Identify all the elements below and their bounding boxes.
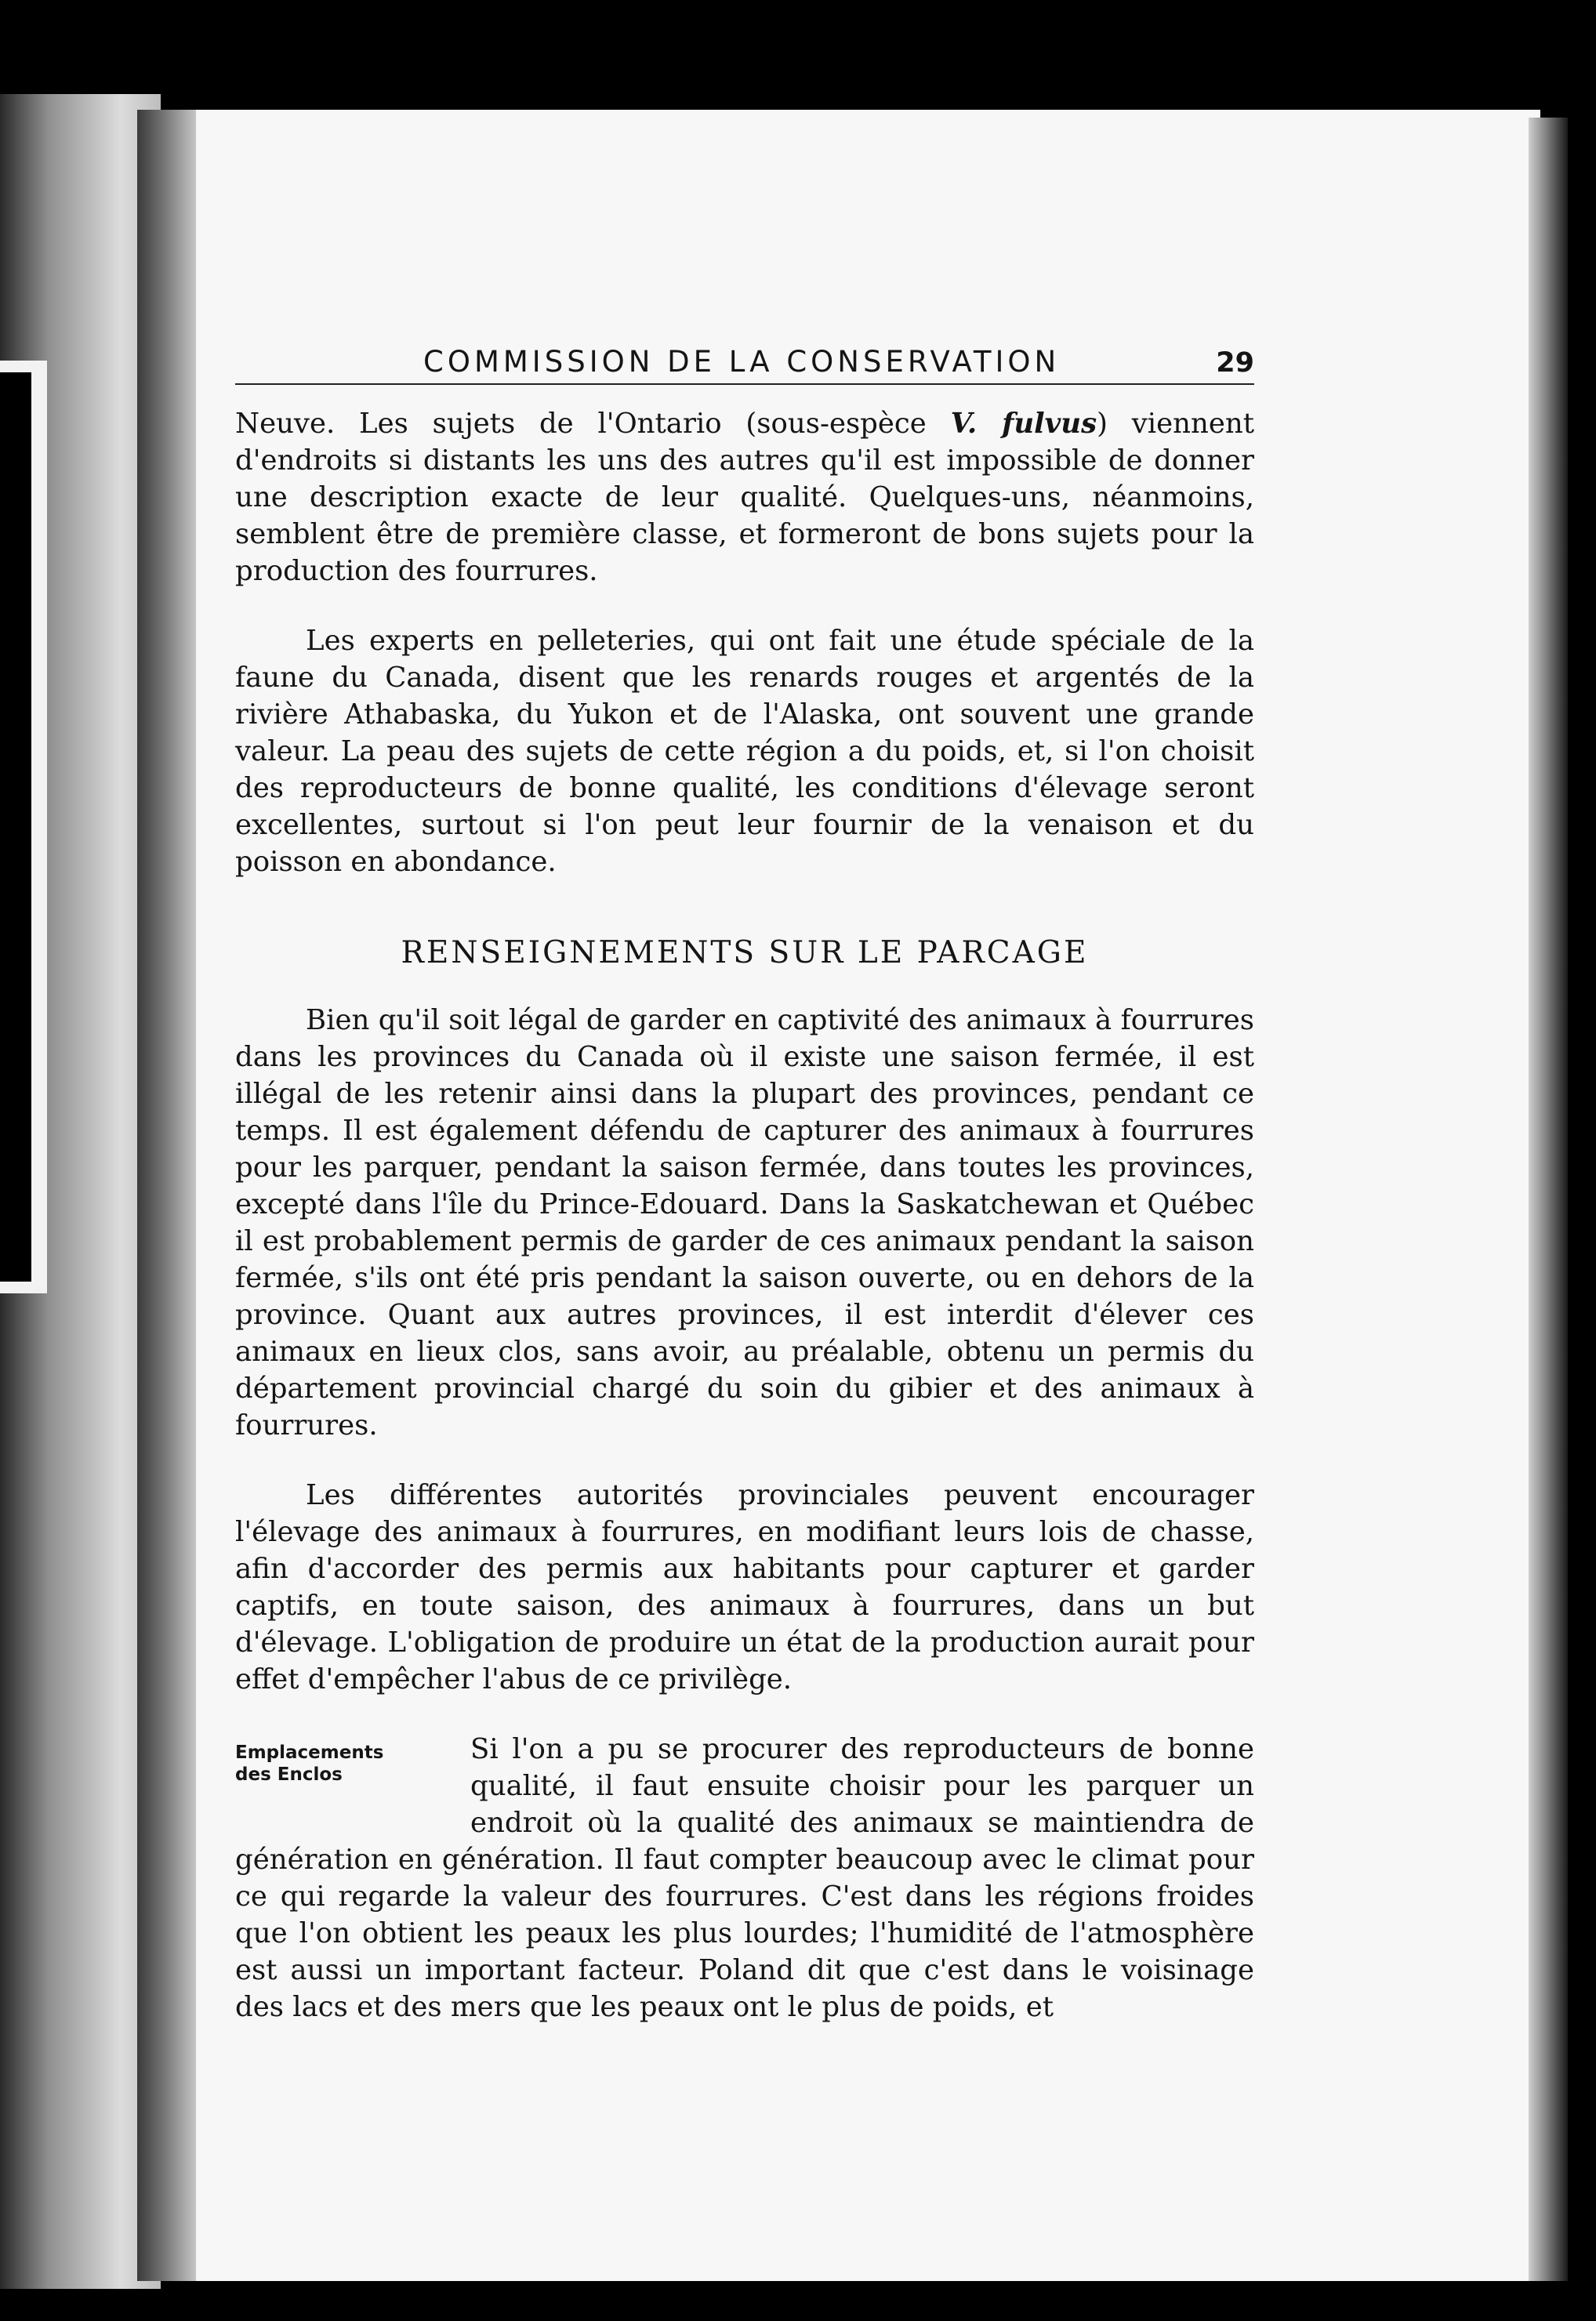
margin-note <box>235 1731 447 1840</box>
margin-note-line-2: des Enclos <box>235 1764 343 1785</box>
margin-note-line-1: Emplacements <box>235 1743 384 1763</box>
page-number: 29 <box>1216 347 1254 379</box>
paragraph-2: Les experts en pelleteries, qui ont fait une étude spéciale de la faune du Canada, disent que les renards rouges et argentés de la rivière Athabaska, du Yukon et de l'Alaska, ont souvent une grande valeur. La peau des sujets de cette région a du poids, et, si l'on choisit des reproducteurs de bonne qualité, les conditions d'élevage seront excellentes, surtout si l'on peut leur fournir de la venaison et du poisson en abondance. <box>235 625 1254 878</box>
paragraph-3: Bien qu'il soit légal de garder en captivité des animaux à fourrures dans les provinces du Canada où il existe une saison fermée, il est illégal de les retenir ainsi dans la plupart des provinces, pendant ce temps. Il est également défendu de capturer des animaux à fourrures pour les parquer, pendant la saison fermée, dans toutes les provinces, excepté dans l'île du Prince-Edouard. Dans la Saskatchewan et Québec il est probablement permis de garder de ces animaux pendant la saison fermée, s'ils ont été pris pendant la saison ouverte, ou en dehors de la province. Quant aux autres provinces, il est interdit d'élever ces animaux en lieux clos, sans avoir, au préalable, obtenu un permis du département provincial chargé du soin du gibier et des animaux à fourrures. <box>235 1004 1254 1442</box>
left-page-dark-block <box>0 372 31 1282</box>
running-head <box>235 345 1254 385</box>
running-title: COMMISSION DE LA CONSERVATION <box>423 345 1061 379</box>
page-content <box>235 345 1254 2025</box>
paragraph-1-end: ) viennent d'endroits si distants les uns des autres qu'il est impossible de donner une description exacte de leur qualité. Quelques-uns, néanmoins, semblent être de première classe, et formeront de bons sujets pour la production des fourrures. <box>235 408 1254 587</box>
paragraph-4: Les différentes autorités provinciales peuvent encourager l'élevage des animaux à fourrures, en modifiant leurs lois de chasse, afin d'accorder des permis aux habitants pour capturer et garder captifs, en toute saison, des animaux à fourrures, dans un but d'élevage. L'obligation de produire un état de la production aurait pour effet d'empêcher l'abus de ce privilège. <box>235 1479 1254 1695</box>
section-heading: RENSEIGNEMENTS SUR LE PARCAGE <box>401 935 1089 970</box>
paragraph-1-start: Neuve. Les sujets de l'Ontario (sous-espèce <box>235 408 951 440</box>
paragraph-5: Si l'on a pu se procurer des reproducteurs de bonne qualité, il faut ensuite choisir pour les parquer un endroit où la qualité des animaux se maintiendra de génération en génération. Il faut compter beaucoup avec le climat pour ce qui regarde la valeur des fourrures. C'est dans les régions froides que l'on obtient les peaux les plus lourdes; l'humidité de l'atmosphère est aussi un important facteur. Poland dit que c'est dans le voisinage des lacs et des mers que les peaux ont le plus de poids, et <box>235 1733 1254 2023</box>
paragraph-1 <box>235 405 1254 589</box>
right-page-edge <box>1529 118 1568 2281</box>
paragraph-5-block <box>235 1731 1254 2025</box>
species-name: V. fulvus <box>950 408 1097 440</box>
